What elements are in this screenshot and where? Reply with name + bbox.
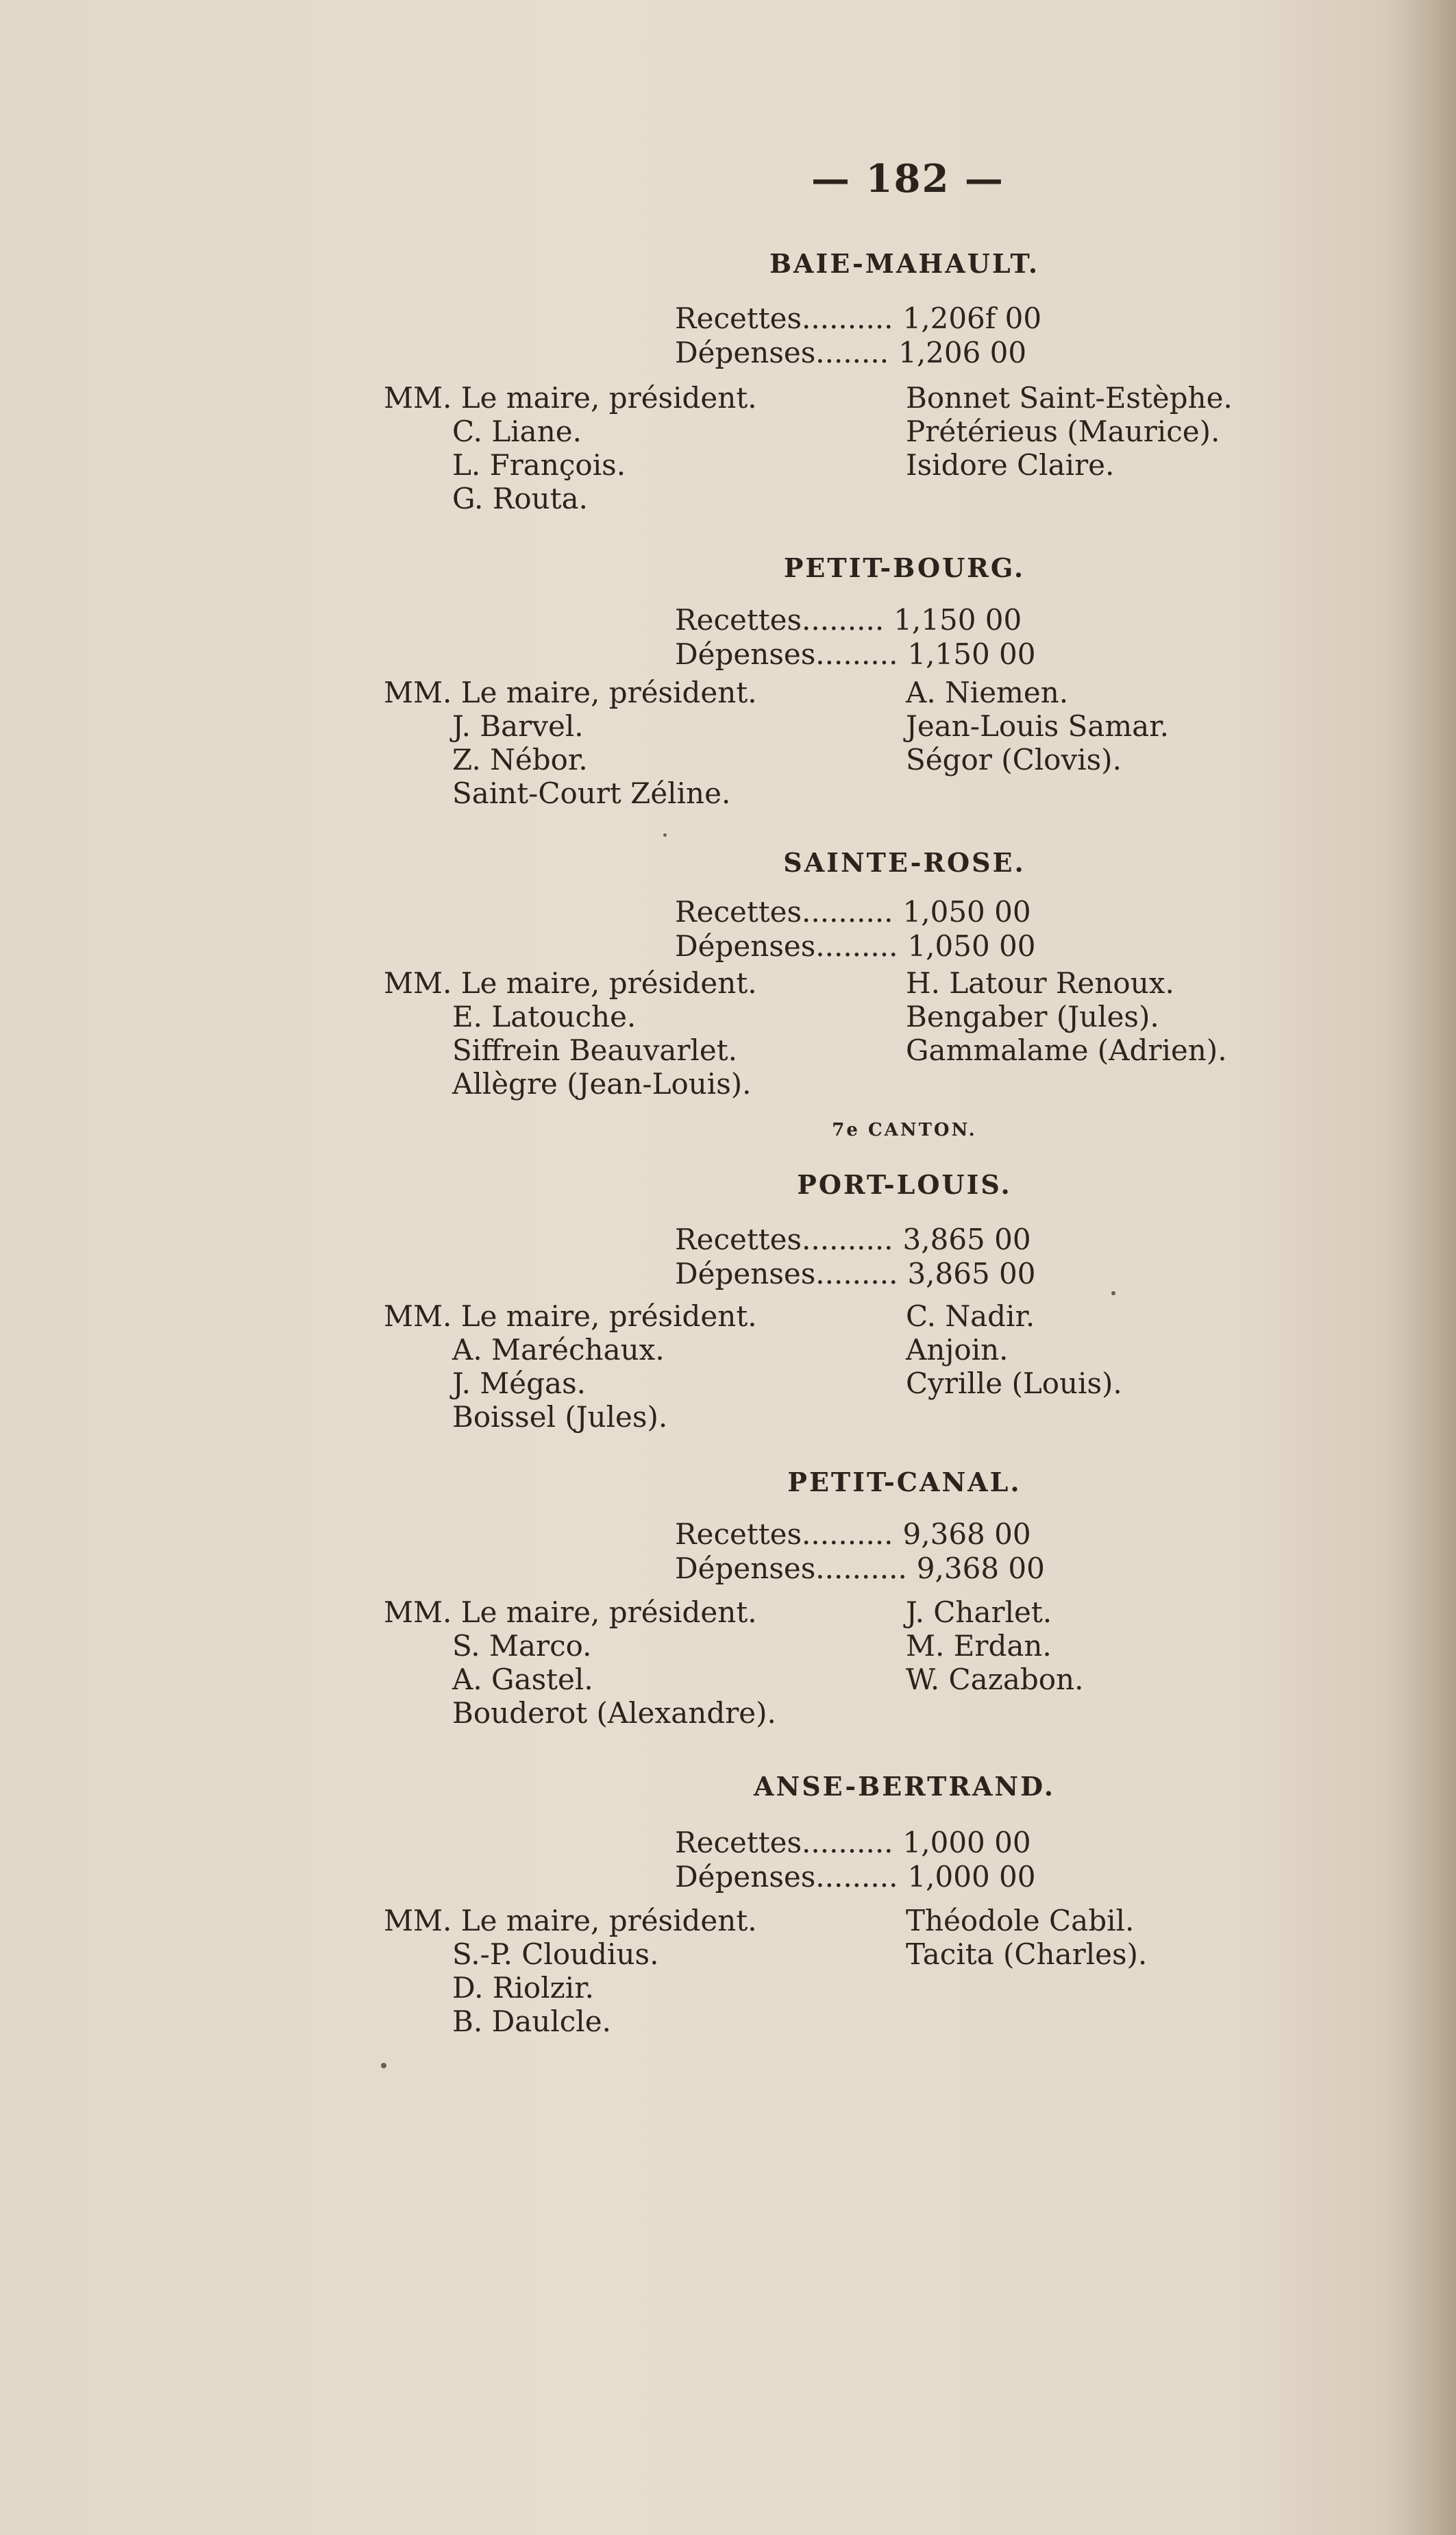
recettes-label: Recettes.......... — [675, 1517, 893, 1551]
recettes-amount: 9,368 00 — [902, 1517, 1031, 1551]
member-name: S.-P. Cloudius. — [452, 1937, 659, 1971]
recettes-row-port-louis — [675, 1223, 1031, 1257]
member-name: C. Liane. — [452, 415, 582, 448]
member-name: MM. Le maire, président. — [384, 676, 757, 709]
recettes-amount: 1,150 00 — [893, 603, 1022, 637]
member-name: Gammalame (Adrien). — [906, 1033, 1227, 1067]
member-name: S. Marco. — [452, 1629, 592, 1663]
depenses-amount: 9,368 00 — [916, 1552, 1045, 1585]
page-edge-shadow — [1394, 0, 1456, 2535]
member-name: Allègre (Jean-Louis). — [452, 1067, 752, 1101]
depenses-amount: 1,150 00 — [907, 637, 1036, 671]
member-name: Jean-Louis Samar. — [906, 709, 1170, 743]
recettes-row-baie-mahault — [675, 302, 1041, 336]
section-title-baie-mahault: BAIE-MAHAULT. — [769, 248, 1040, 279]
member-name: Théodole Cabil. — [906, 1904, 1135, 1937]
depenses-amount: 1,050 00 — [907, 929, 1036, 963]
member-name: W. Cazabon. — [906, 1663, 1084, 1696]
member-name: L. François. — [452, 448, 626, 482]
members-left-petit-canal — [384, 1595, 776, 1730]
recettes-amount: 1,000 00 — [902, 1826, 1031, 1859]
member-name: Bengaber (Jules). — [906, 1000, 1159, 1033]
depenses-label: Dépenses.......... — [675, 1552, 907, 1585]
member-name: Siffrein Beauvarlet. — [452, 1033, 737, 1067]
depenses-label: Dépenses......... — [675, 929, 898, 963]
section-title-sainte-rose: SAINTE-ROSE. — [783, 847, 1026, 878]
depenses-row-sainte-rose — [675, 929, 1035, 964]
depenses-row-petit-bourg — [675, 637, 1035, 672]
depenses-label: Dépenses........ — [675, 336, 889, 369]
depenses-label: Dépenses......... — [675, 1860, 898, 1894]
member-name: D. Riolzir. — [452, 1971, 595, 2005]
members-left-petit-bourg — [384, 676, 757, 810]
member-name: M. Erdan. — [906, 1629, 1052, 1663]
recettes-row-petit-canal — [675, 1517, 1031, 1552]
member-name: A. Niemen. — [906, 676, 1069, 709]
recettes-label: Recettes.......... — [675, 895, 893, 929]
depenses-row-port-louis — [675, 1257, 1035, 1291]
depenses-amount: 1,206 00 — [898, 336, 1027, 369]
depenses-label: Dépenses......... — [675, 637, 898, 671]
member-name: MM. Le maire, président. — [384, 966, 757, 1000]
recettes-row-petit-bourg — [675, 603, 1022, 637]
member-name: Bonnet Saint-Estèphe. — [906, 381, 1233, 415]
page-number: — 182 — — [811, 156, 1004, 201]
member-name: A. Gastel. — [452, 1663, 593, 1696]
recettes-amount: 1,206f 00 — [902, 302, 1042, 335]
members-right-sainte-rose — [906, 966, 1227, 1067]
section-title-petit-bourg: PETIT-BOURG. — [783, 552, 1026, 583]
members-left-sainte-rose — [384, 966, 757, 1101]
member-name: Prétérieus (Maurice). — [906, 415, 1220, 448]
recettes-amount: 1,050 00 — [902, 895, 1031, 929]
member-name: C. Nadir. — [906, 1299, 1035, 1333]
member-name: J. Charlet. — [906, 1595, 1052, 1629]
member-name: Isidore Claire. — [906, 448, 1115, 482]
member-name: J. Barvel. — [452, 709, 584, 743]
depenses-row-anse-bertrand — [675, 1860, 1035, 1894]
member-name: Cyrille (Louis). — [906, 1367, 1122, 1400]
member-name: A. Maréchaux. — [452, 1333, 665, 1367]
canton-label: 7e CANTON. — [832, 1120, 977, 1140]
member-name: G. Routa. — [452, 482, 588, 515]
recettes-label: Recettes......... — [675, 603, 885, 637]
members-right-port-louis — [906, 1299, 1122, 1400]
member-name: Z. Nébor. — [452, 743, 588, 776]
recettes-row-sainte-rose — [675, 895, 1031, 929]
member-name: Saint-Court Zéline. — [452, 776, 731, 810]
recettes-row-anse-bertrand — [675, 1826, 1031, 1860]
member-name: E. Latouche. — [452, 1000, 637, 1033]
depenses-row-petit-canal — [675, 1552, 1045, 1586]
recettes-label: Recettes.......... — [675, 302, 893, 335]
section-title-anse-bertrand: ANSE-BERTRAND. — [754, 1771, 1055, 1802]
recettes-amount: 3,865 00 — [902, 1223, 1031, 1256]
section-title-petit-canal: PETIT-CANAL. — [787, 1467, 1022, 1497]
member-name: MM. Le maire, président. — [384, 381, 757, 415]
paper-speck — [663, 833, 667, 837]
recettes-label: Recettes.......... — [675, 1826, 893, 1859]
member-name: Bouderot (Alexandre). — [452, 1696, 776, 1730]
depenses-label: Dépenses......... — [675, 1257, 898, 1290]
depenses-row-baie-mahault — [675, 336, 1026, 370]
member-name: J. Mégas. — [452, 1367, 586, 1400]
paper-speck — [1111, 1291, 1115, 1295]
member-name: Boissel (Jules). — [452, 1400, 668, 1434]
member-name: MM. Le maire, président. — [384, 1595, 757, 1629]
depenses-amount: 3,865 00 — [907, 1257, 1036, 1290]
members-left-baie-mahault — [384, 381, 757, 515]
section-title-port-louis: PORT-LOUIS. — [797, 1169, 1012, 1200]
members-right-baie-mahault — [906, 381, 1233, 482]
member-name: Anjoin. — [906, 1333, 1009, 1367]
member-name: MM. Le maire, président. — [384, 1904, 757, 1937]
members-right-petit-bourg — [906, 676, 1169, 776]
members-left-anse-bertrand — [384, 1904, 757, 2038]
depenses-amount: 1,000 00 — [907, 1860, 1036, 1894]
member-name: B. Daulcle. — [452, 2005, 611, 2038]
member-name: H. Latour Renoux. — [906, 966, 1174, 1000]
recettes-label: Recettes.......... — [675, 1223, 893, 1256]
paper-speck — [381, 2063, 386, 2068]
member-name: MM. Le maire, président. — [384, 1299, 757, 1333]
members-left-port-louis — [384, 1299, 757, 1434]
member-name: Tacita (Charles). — [906, 1937, 1148, 1971]
members-right-petit-canal — [906, 1595, 1083, 1696]
members-right-anse-bertrand — [906, 1904, 1147, 1971]
member-name: Ségor (Clovis). — [906, 743, 1122, 776]
